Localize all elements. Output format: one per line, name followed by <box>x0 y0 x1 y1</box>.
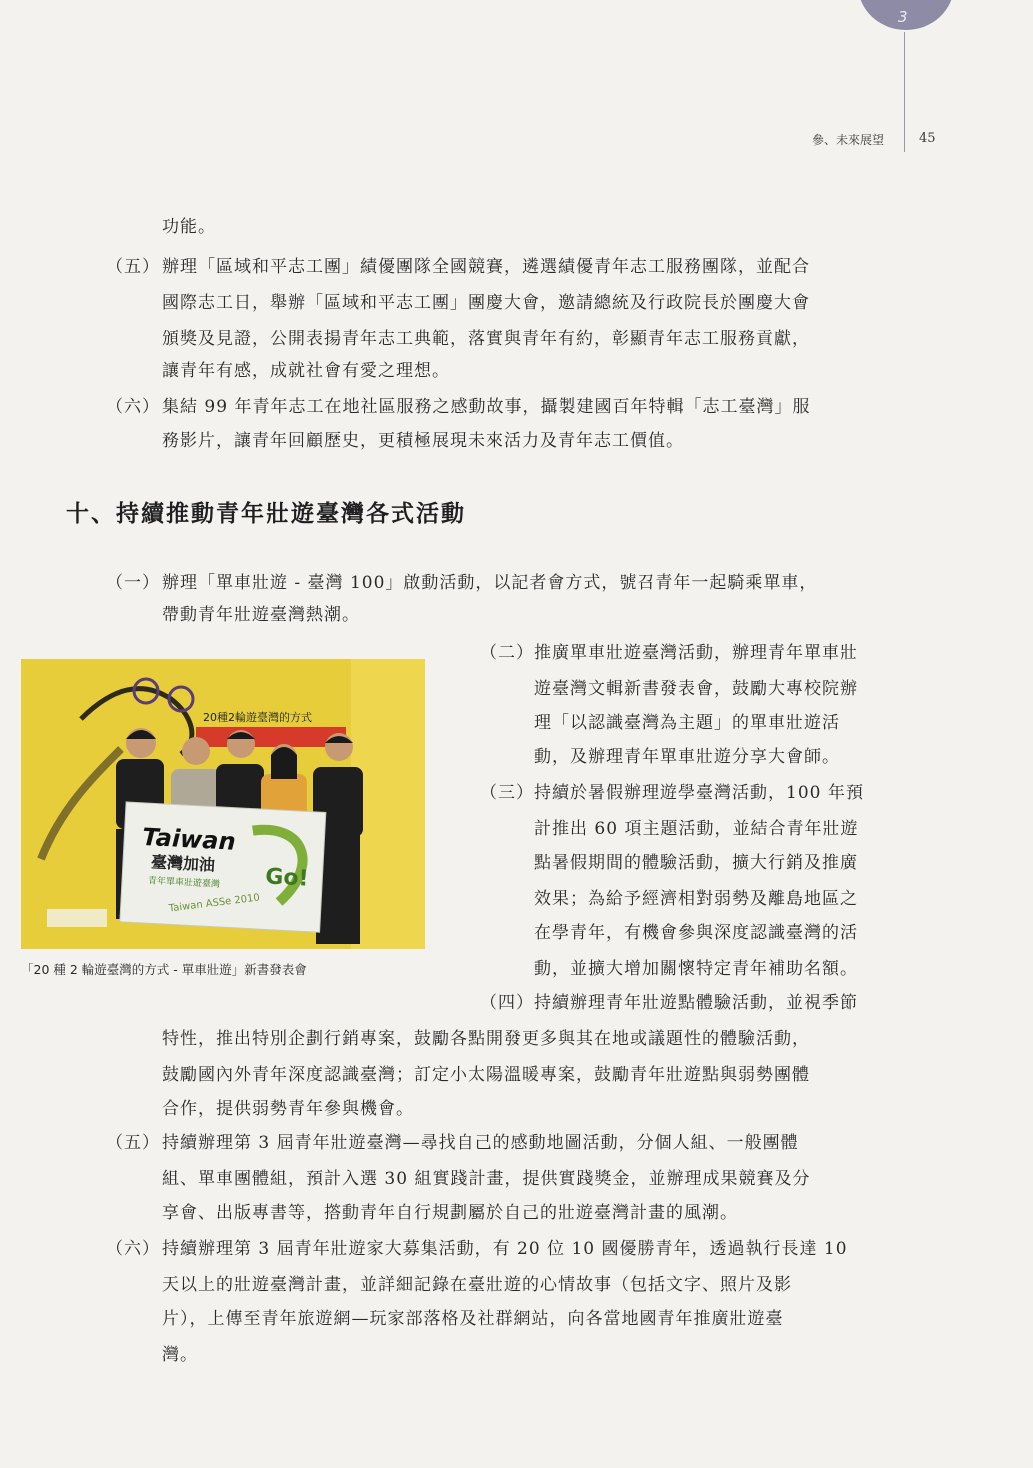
header-divider <box>904 32 905 152</box>
photo-caption: 「20 種 2 輪遊臺灣的方式 - 單車壯遊」新書發表會 <box>21 962 307 977</box>
paragraph-line: 鼓勵國內外青年深度認識臺灣；訂定小太陽溫暖專案，鼓勵青年壯遊點與弱勢團體 <box>162 1065 810 1085</box>
paragraph-line: 合作，提供弱勢青年參與機會。 <box>162 1099 414 1119</box>
paragraph-line: 遊臺灣文輯新書發表會，鼓勵大專校院辦 <box>534 679 858 699</box>
item-marker: （五） <box>106 1133 160 1153</box>
paragraph-line: 帶動青年壯遊臺灣熱潮。 <box>162 605 360 625</box>
paragraph-line: 在學青年，有機會參與深度認識臺灣的活 <box>534 923 858 943</box>
paragraph-line: 持續於暑假辦理遊學臺灣活動，100 年預 <box>534 783 864 803</box>
item-marker: （六） <box>106 397 160 417</box>
paragraph-line: 效果；為給予經濟相對弱勢及離島地區之 <box>534 889 858 909</box>
banner-text-subtitle: 青年單車壯遊臺灣 <box>147 876 221 890</box>
paragraph-line: 辦理「區域和平志工團」績優團隊全國競賽，遴選績優青年志工服務團隊，並配合 <box>162 257 810 277</box>
item-marker: （一） <box>106 573 160 593</box>
paragraph-line: 讓青年有感，成就社會有愛之理想。 <box>162 361 450 381</box>
paragraph-line: 特性，推出特別企劃行銷專案，鼓勵各點開發更多與其在地或議題性的體驗活動， <box>162 1029 810 1049</box>
paragraph-line: 動，並擴大增加關懷特定青年補助名額。 <box>534 959 858 979</box>
paragraph-line: 集結 99 年青年志工在地社區服務之感動故事，攝製建國百年特輯「志工臺灣」服 <box>162 397 811 417</box>
paragraph-line: 灣。 <box>162 1345 198 1365</box>
running-header-chapter: 參、未來展望 <box>812 133 885 147</box>
banner-text-year: Taiwan ASSe 2010 <box>168 892 261 915</box>
item-marker: （三） <box>480 783 534 803</box>
item-marker: （四） <box>480 993 534 1013</box>
paragraph-line: 組、單車團體組，預計入選 30 組實踐計畫，提供實踐獎金，並辦理成果競賽及分 <box>162 1169 811 1189</box>
banner-text-jiayou: 臺灣加油 <box>150 852 216 875</box>
paragraph-line: 片），上傳至青年旅遊網—玩家部落格及社群網站，向各當地國青年推廣壯遊臺 <box>162 1309 784 1329</box>
banner-text-go: Go! <box>264 864 310 892</box>
page-number: 45 <box>919 131 936 146</box>
event-photo <box>21 659 425 949</box>
item-marker: （六） <box>106 1239 160 1259</box>
paragraph-line: 辦理「單車壯遊 - 臺灣 100」啟動活動，以記者會方式，號召青年一起騎乘單車， <box>162 573 818 593</box>
banner-text-taiwan: Taiwan <box>141 822 237 856</box>
chapter-tab-number: 3 <box>898 8 908 26</box>
continuation-text: 功能。 <box>162 217 216 237</box>
item-marker: （二） <box>480 643 534 663</box>
paragraph-line: 理「以認識臺灣為主題」的單車壯遊活 <box>534 713 840 733</box>
paragraph-line: 國際志工日，舉辦「區域和平志工團」團慶大會，邀請總統及行政院長於團慶大會 <box>162 293 810 313</box>
paragraph-line: 持續辦理第 3 屆青年壯遊臺灣—尋找自己的感動地圖活動，分個人組、一般團體 <box>162 1133 799 1153</box>
paragraph-line: 頒獎及見證，公開表揚青年志工典範，落實與青年有約，彰顯青年志工服務貢獻， <box>162 329 810 349</box>
paragraph-line: 天以上的壯遊臺灣計畫，並詳細記錄在臺壯遊的心情故事（包括文字、照片及影 <box>162 1275 792 1295</box>
paragraph-line: 計推出 60 項主題活動，並結合青年壯遊 <box>534 819 859 839</box>
paragraph-line: 務影片，讓青年回顧歷史，更積極展現未來活力及青年志工價值。 <box>162 431 684 451</box>
paragraph-line: 持續辦理第 3 屆青年壯遊家大募集活動，有 20 位 10 國優勝青年，透過執行長達 10 <box>162 1239 848 1259</box>
section-heading: 十、持續推動青年壯遊臺灣各式活動 <box>66 501 466 527</box>
paragraph-line: 點暑假期間的體驗活動，擴大行銷及推廣 <box>534 853 858 873</box>
paragraph-line: 推廣單車壯遊臺灣活動，辦理青年單車壯 <box>534 643 858 663</box>
item-marker: （五） <box>106 257 160 277</box>
paragraph-line: 享會、出版專書等，撘動青年自行規劃屬於自己的壯遊臺灣計畫的風潮。 <box>162 1203 738 1223</box>
paragraph-line: 動，及辦理青年單車壯遊分享大會師。 <box>534 747 840 767</box>
backdrop-text: 20種2輪遊臺灣的方式 <box>203 711 312 724</box>
paragraph-line: 持續辦理青年壯遊點體驗活動，並視季節 <box>534 993 858 1013</box>
